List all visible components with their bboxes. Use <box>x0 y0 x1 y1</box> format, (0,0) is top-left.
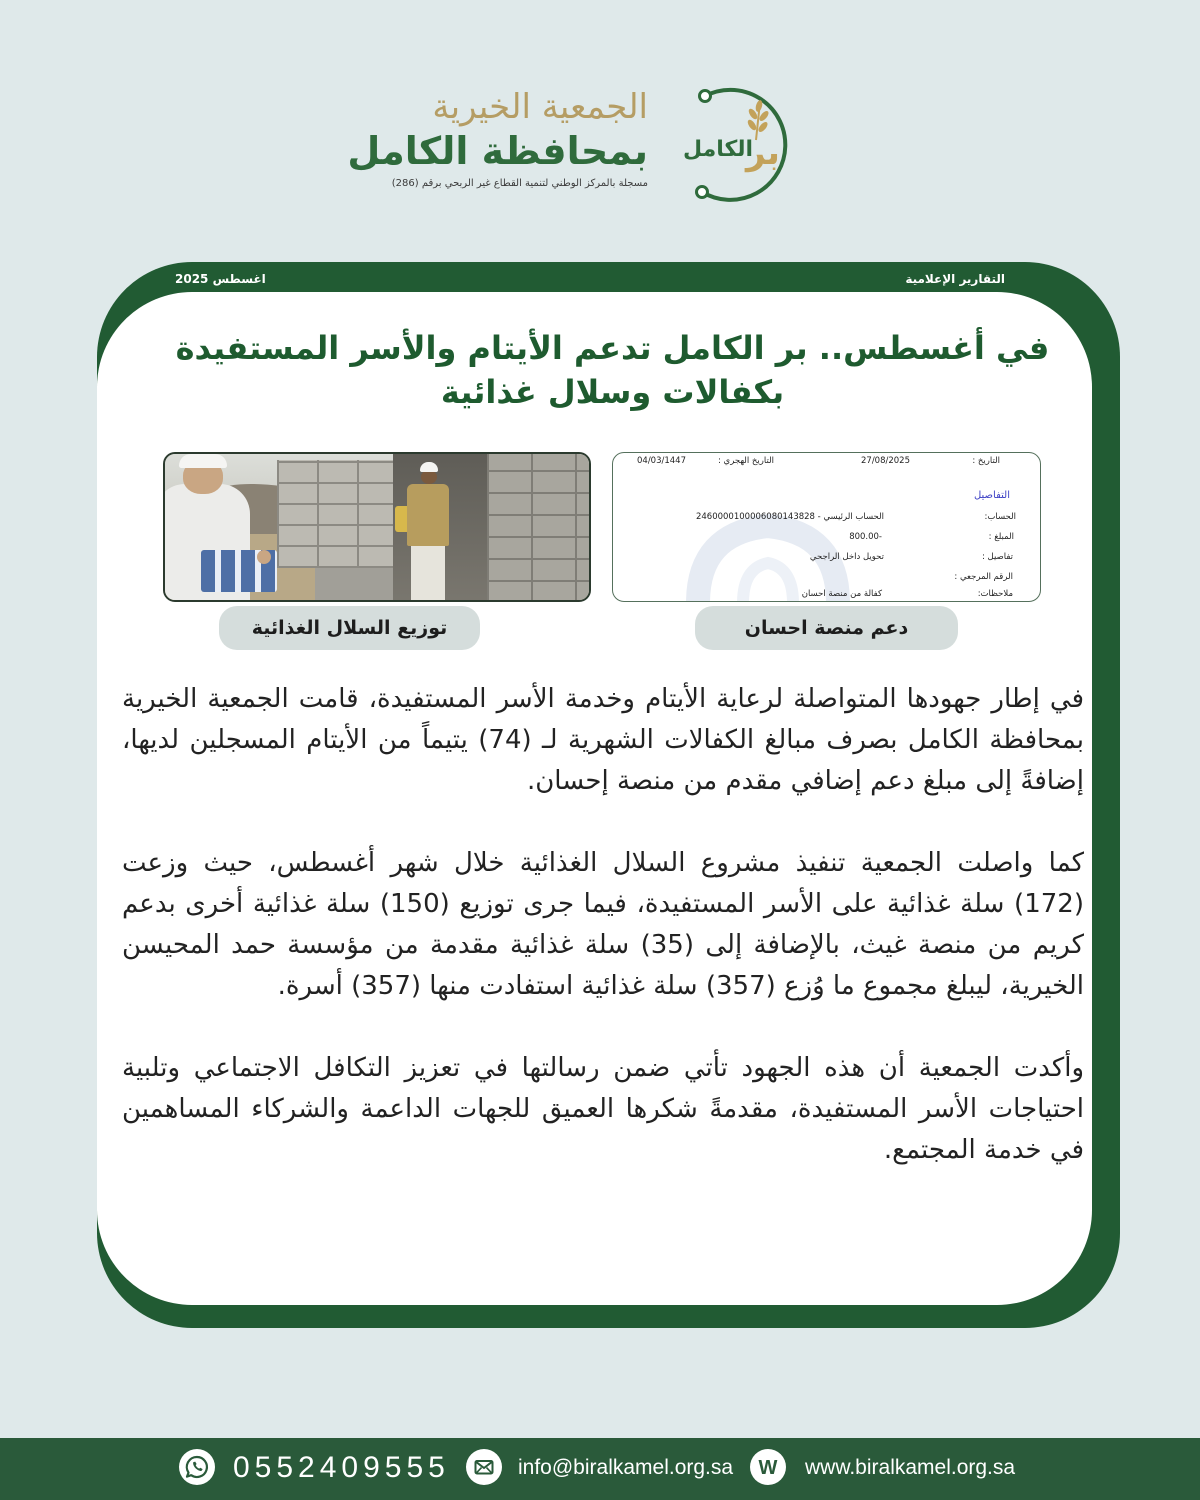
receipt-caption: دعم منصة احسان <box>695 606 958 650</box>
logo-name-line1: الجمعية الخيرية <box>432 87 648 127</box>
photo-worker-thobe <box>411 544 445 602</box>
photo-worker-vest <box>407 484 449 546</box>
receipt-hijri-label: التاريخ الهجري : <box>717 456 774 466</box>
website-url: www.biralkamel.org.sa <box>805 1456 1016 1479</box>
email-address: info@biralkamel.org.sa <box>518 1456 734 1479</box>
receipt-hijri-value: 04/03/1447 <box>637 456 686 466</box>
ihsan-transfer-receipt <box>612 452 1041 602</box>
section-label: التقارير الإعلامية <box>905 272 1005 286</box>
report-date-label: اغسطس 2025 <box>175 272 266 286</box>
receipt-amount-label: المبلغ : <box>988 532 1014 542</box>
title-line-1: في أغسطس.. بر الكامل تدعم الأيتام والأسر المستفيدة <box>175 329 1050 367</box>
receipt-details-label: تفاصيل : <box>981 552 1013 562</box>
receipt-reference-label: الرقم المرجعي : <box>954 572 1013 582</box>
title-line-2: بكفالات وسلال غذائية <box>440 373 785 411</box>
receipt-notes-label: ملاحظات: <box>977 589 1013 599</box>
photo-man-hand <box>257 550 271 564</box>
web-icon <box>750 1449 786 1485</box>
receipt-date-label: التاريخ : <box>972 456 1000 466</box>
photo-caption: توزيع السلال الغذائية <box>219 606 480 650</box>
photo-worker-head <box>421 470 437 484</box>
article-body <box>122 679 1084 1212</box>
emblem-word-alkamel: الكامل <box>682 137 754 162</box>
receipt-details-heading: التفاصيل <box>973 490 1010 501</box>
contact-footer <box>0 1438 1200 1500</box>
logo-wordmark <box>347 86 648 192</box>
body-paragraph: وأكدت الجمعية أن هذه الجهود تأتي ضمن رسالتها في تعزيز التكافل الاجتماعي وتلبية احتياجات الأسر المستفيدة، مقدمةً شكرها العميق للجهات الداعمة والشركاء المساهمين في خدمة المجتمع. <box>122 1053 1084 1165</box>
receipt-account-value: 2460000100006080143828 - الحساب الرئيسي <box>695 512 884 522</box>
logo-registration-note: مسجلة بالمركز الوطني لتنمية القطاع غير الربحي برقم (286) <box>391 178 648 189</box>
envelope-icon <box>466 1449 502 1485</box>
emblem-word-bir: بر <box>746 133 780 173</box>
receipt-notes-value: كفالة من منصة احسان <box>801 589 882 599</box>
logo-name-line2: بمحافظة الكامل <box>347 129 648 173</box>
receipt-details-value: تحويل داخل الراجحي <box>809 552 884 562</box>
bir-alkamel-emblem-icon <box>660 78 800 213</box>
food-distribution-photo <box>163 452 591 602</box>
body-paragraph: في إطار جهودها المتواصلة لرعاية الأيتام وخدمة الأسر المستفيدة، قامت الجمعية الخيرية بمحافظة الكامل بصرف مبالغ الكفالات الشهرية لـ (74) يتيماً من الأيتام المسجلين لديها، إضافةً إلى مبلغ دعم إضافي مقدم من منصة إحسان. <box>122 684 1084 796</box>
receipt-amount-value: 800.00- <box>849 532 882 542</box>
body-paragraph: كما واصلت الجمعية تنفيذ مشروع السلال الغذائية خلال شهر أغسطس، حيث وزعت (172) سلة غذائية على الأسر المستفيدة، فيما جرى توزيع (150) سلة غذائية أخرى بدعم كريم من منصة غيث، بالإضافة إلى (35) سلة غذائية مقدمة من مؤسسة حمد المحيسن الخيرية، ليبلغ مجموع ما وُزع (357) سلة غذائية استفادت منها (357) أسرة. <box>122 848 1084 1001</box>
page-title <box>130 326 1095 414</box>
photo-worker-cap <box>420 462 438 472</box>
receipt-date-value: 27/08/2025 <box>861 456 910 466</box>
photo-man-cap <box>179 454 227 468</box>
photo-building-wall <box>487 454 591 602</box>
whatsapp-icon <box>179 1449 215 1485</box>
photo-block-wall <box>277 460 395 568</box>
web-icon-letter: W <box>758 1457 778 1479</box>
receipt-account-label: الحساب: <box>984 512 1016 522</box>
phone-number: 0552409555 <box>233 1451 450 1484</box>
